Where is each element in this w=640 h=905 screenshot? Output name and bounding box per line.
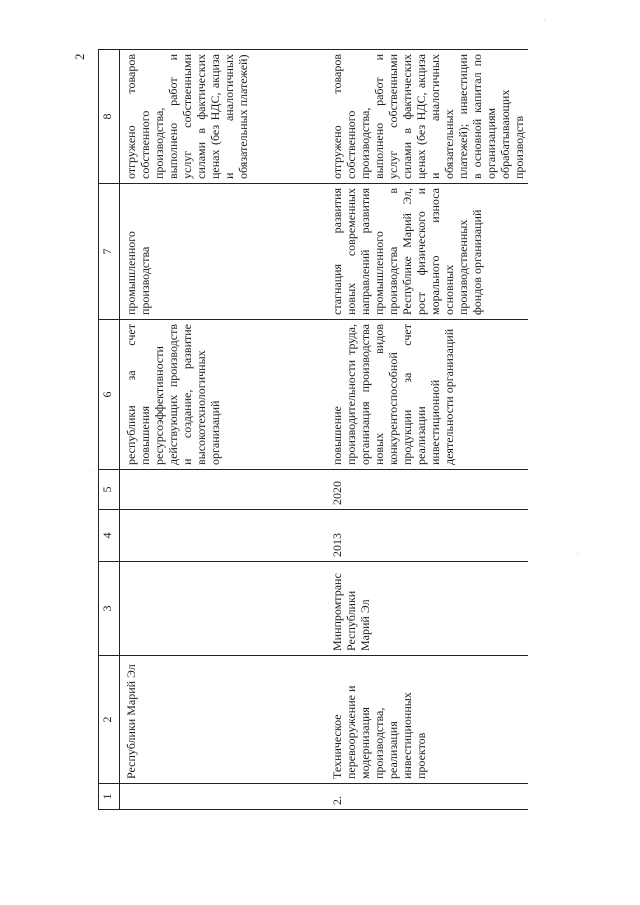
scan-speck	[90, 470, 91, 471]
column-number-row	[99, 50, 120, 810]
column-number: 2	[99, 656, 120, 784]
cell-end-year	[120, 470, 320, 510]
cell-name: Республики Марий Эл	[120, 656, 320, 784]
cell-consequences: стагнация развития новых современных направлений развития промышленного производства в Республике Марий Эл, рост физического и морального износа основных производственных фондов организаций	[320, 184, 528, 320]
column-number: 6	[99, 320, 120, 470]
table-row	[320, 50, 528, 810]
program-measures-table	[98, 49, 528, 810]
cell-executor: Минпромтранс Республики Марий Эл	[320, 562, 528, 656]
column-number: 4	[99, 510, 120, 562]
column-number: 1	[99, 784, 120, 810]
cell-expected-result: повышение производительности труда, организация производства новых видов конкурентоспособной продукции за счет реализации инвестиционной деятельности организаций	[320, 320, 528, 470]
cell-num: 2.	[320, 784, 528, 810]
scan-speck	[544, 20, 545, 21]
cell-indicator: отгружено товаров собственного производства, выполнено работ и услуг собственными силами в фактических ценах (без НДС, акциза и аналогичных обязательных платежей); инвестиции в основной капитал по организациям обрабатывающих производств	[320, 50, 528, 184]
cell-executor	[120, 562, 320, 656]
table-row	[120, 50, 320, 810]
rotated-table-frame	[98, 50, 568, 810]
page-number: 2	[72, 53, 87, 60]
column-number: 8	[99, 50, 120, 184]
cell-indicator: отгружено товаров собственного производства, выполнено работ и услуг собственными силами в фактических ценах (без НДС, акциза и аналогичных обязательных платежей)	[120, 50, 320, 184]
cell-consequences: промышленного производства	[120, 184, 320, 320]
column-number: 3	[99, 562, 120, 656]
cell-end-year: 2020	[320, 470, 528, 510]
cell-name: Техническое перевооружение и модернизация производства, реализация инвестиционных проектов	[320, 656, 528, 784]
cell-num	[120, 784, 320, 810]
cell-expected-result: республики за счет повышения ресурсоэффективности действующих производств и создание, развитие высокотехнологичных организаций	[120, 320, 320, 470]
scan-speck	[577, 553, 578, 554]
cell-start-year: 2013	[320, 510, 528, 562]
column-number: 5	[99, 470, 120, 510]
cell-start-year	[120, 510, 320, 562]
column-number: 7	[99, 184, 120, 320]
